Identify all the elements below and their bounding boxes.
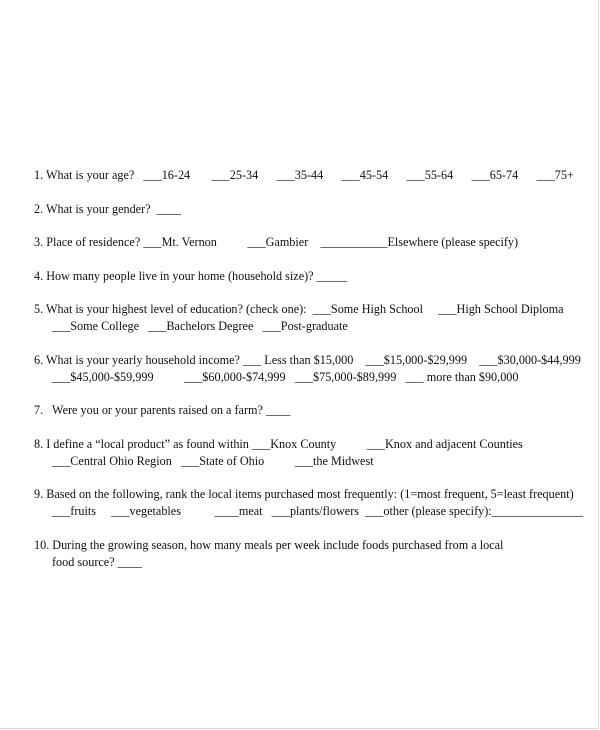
question-8-local-product: 8. I define a “local product” as found within ___Knox County ___Knox and adjacent Counties (34, 437, 523, 451)
question-3-residence: 3. Place of residence? ___Mt. Vernon ___Gambier ___________Elsewhere (please specify) (34, 235, 519, 249)
question-6-income-options: ___$45,000-$59,999 ___$60,000-$74,999 ___$75,000-$89,999 ___ more than $90,000 (52, 370, 519, 384)
question-8-local-product-options: ___Central Ohio Region ___State of Ohio ___the Midwest (52, 454, 374, 468)
question-4-household-size: 4. How many people live in your home (household size)? _____ (34, 269, 348, 283)
question-10-meals: 10. During the growing season, how many meals per week include foods purchased from a local (34, 538, 504, 552)
question-10-meals-continued: food source? ____ (52, 555, 143, 569)
question-1-age: 1. What is your age? ___16-24 ___25-34 ___35-44 ___45-54 ___55-64 ___65-74 ___75+ (34, 168, 574, 182)
question-5-education: 5. What is your highest level of education? (check one): ___Some High School ___High School Diploma (34, 302, 564, 316)
question-9-rank-items: 9. Based on the following, rank the local items purchased most frequently: (1=most frequent, 5=least frequent) (34, 487, 574, 501)
question-7-farm: 7. Were you or your parents raised on a farm? ____ (34, 403, 291, 417)
question-9-rank-items-options: ___fruits ___vegetables ____meat ___plants/flowers ___other (please specify):_______________ (52, 504, 584, 518)
question-5-education-options: ___Some College ___Bachelors Degree ___Post-graduate (52, 319, 348, 333)
question-6-income: 6. What is your yearly household income? ___ Less than $15,000 ___$15,000-$29,999 ___$30,000-$44,999 (34, 353, 581, 367)
question-2-gender: 2. What is your gender? ____ (34, 202, 182, 216)
